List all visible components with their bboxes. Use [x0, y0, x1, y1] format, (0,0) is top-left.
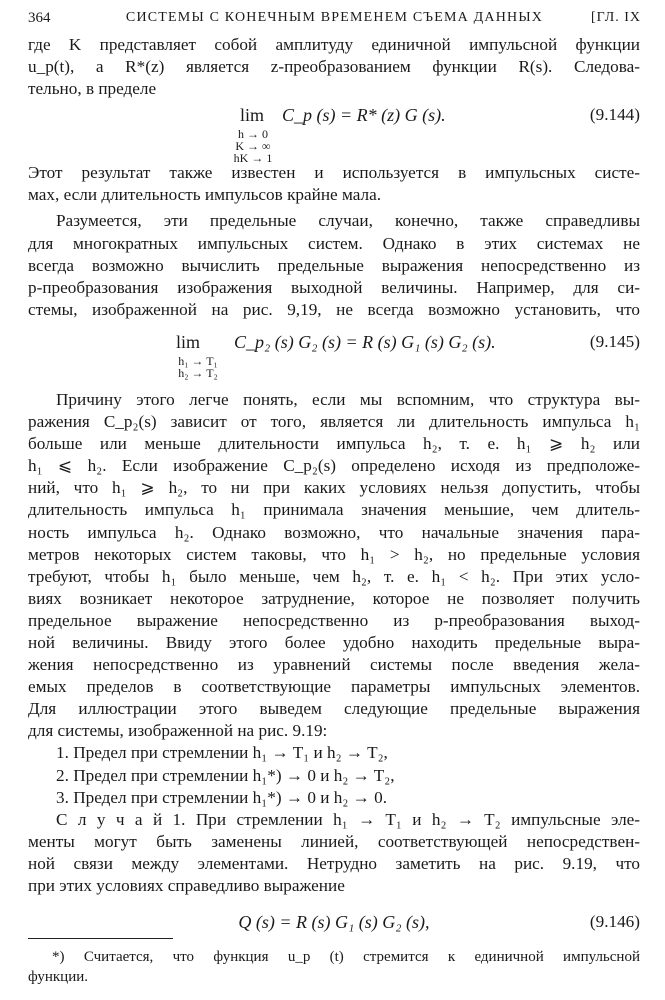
equation-expression: C_p₂ (s) G₂ (s) = R (s) G₁ (s) G₂ (s).: [234, 331, 496, 352]
text-line: емых пределов в соответствующие параметры импульсных элементов.: [28, 677, 640, 697]
text-line: Этот результат также известен и используется в импульсных систе-: [28, 163, 640, 183]
text-line: тельно, в пределе: [28, 79, 157, 99]
text-line: p-преобразования изображения выходной величины. Например, для си-: [28, 277, 640, 297]
text-line: длительность импульса h₁ принимала значения меньшие, чем длитель-: [28, 500, 640, 520]
footnote-rule: [28, 938, 173, 939]
equation-number: (9.144): [589, 105, 640, 125]
text-line: жения непосредственно из уравнений системы после введения жела-: [28, 655, 640, 675]
text-line: ность импульса h₂. Однако возможно, что начальные значения пара-: [28, 522, 640, 542]
footnote: [28, 947, 640, 987]
paragraph-1: [28, 34, 640, 100]
equation-expression: C_p (s) = R* (z) G (s).: [282, 105, 446, 126]
main-text: [28, 34, 640, 941]
text-line: предельное выражение непосредственно из p-преобразования выход-: [28, 610, 640, 630]
text-line: при этих условиях справедливо выражение: [28, 876, 345, 895]
equation-number: (9.145): [589, 331, 640, 351]
lim-operator: lim: [240, 105, 265, 126]
text-line: ражения C_p₂(s) зависит от того, является ли длительность импульса h₁: [28, 412, 640, 432]
footnote-line: функции.: [28, 969, 88, 985]
limit-cases-list: [28, 742, 640, 808]
running-header: [28, 10, 641, 32]
lim-condition: h₁ → T₁: [178, 353, 218, 368]
equation-9-146: [28, 897, 640, 941]
list-item: 2. Предел при стремлении h₁*) → 0 и h₂ → T₂,: [56, 765, 395, 785]
page-number: 364: [28, 10, 51, 26]
equation-9-144: [28, 100, 640, 166]
text-line: ной связи между элементами. Нетрудно заметить на рис. 9.19, что: [28, 853, 640, 873]
text-line: u_p(t), а R*(z) является z-преобразованием функции R(s). Следова-: [28, 57, 640, 77]
text-line: больше или меньше длительности импульса h₂, т. е. h₁ ⩾ h₂ или: [28, 434, 640, 454]
footnote-line: *) Считается, что функция u_p (t) стремится к единичной импульсной: [52, 949, 640, 965]
lim-condition: hK → 1: [233, 151, 273, 166]
text-line: для системы, изображенной на рис. 9.19:: [28, 721, 328, 741]
text-line: всегда возможно вычислить предельные выражения непосредственно из: [28, 255, 640, 275]
list-item: 1. Предел при стремлении h₁ → T₁ и h₂ → T₂,: [56, 743, 388, 763]
chapter-label: [ГЛ. IX: [591, 10, 641, 25]
lim-condition: K → ∞: [235, 139, 271, 154]
text-line: ний, что h₁ ⩾ h₂, то ни при каких условиях нельзя допустить, чтобы: [28, 478, 640, 498]
text-line: менты могут быть заменены линией, соответствующей непосредствен-: [28, 831, 640, 851]
text-line: Разумеется, эти предельные случаи, конечно, также справедливы: [56, 211, 640, 231]
text-line: требуют, чтобы h₁ было меньше, чем h₂, т. е. h₁ < h₂. При этих усло-: [28, 566, 640, 586]
equation-number: (9.146): [589, 912, 640, 932]
equation-9-145: [28, 321, 640, 379]
text-line: где K представляет собой амплитуду единичной импульсной функции: [28, 35, 640, 54]
paragraph-3: [28, 210, 640, 320]
text-line: стемы, изображенной на рис. 9,19, не всегда возможно установить, что: [28, 299, 640, 319]
text-line: метров некоторых систем таковы, что h₁ > h₂, но предельные условия: [28, 544, 640, 564]
paragraph-2: [28, 162, 640, 206]
text-line: мах, если длительность импульсов крайне мала.: [28, 185, 381, 205]
lim-condition: h₂ → T₂: [178, 365, 218, 380]
paragraph-5: [28, 809, 640, 897]
text-line: виях возникает некоторое затруднение, которое не позволяет получить: [28, 588, 640, 608]
paragraph-4: [28, 389, 640, 743]
lim-operator: lim: [176, 331, 201, 352]
list-item: 3. Предел при стремлении h₁*) → 0 и h₂ → 0.: [56, 787, 388, 807]
text-line: для многократных импульсных систем. Однако в этих системах не: [28, 233, 640, 253]
text-line: Причину этого легче понять, если мы вспомним, что структура вы-: [56, 389, 640, 409]
equation-expression: Q (s) = R (s) G₁ (s) G₂ (s),: [238, 912, 430, 933]
text-line: С л у ч а й 1. При стремлении h₁ → T₁ и h₂ → T₂ импульсные эле-: [56, 809, 640, 829]
text-line: Для иллюстрации этого выведем следующие предельные выражения: [28, 699, 640, 719]
text-line: ной величины. Ввиду этого более удобно находить предельные выра-: [28, 632, 640, 652]
running-title: СИСТЕМЫ С КОНЕЧНЫМ ВРЕМЕНЕМ СЪЕМА ДАННЫХ: [125, 10, 544, 25]
lim-condition: h → 0: [238, 127, 268, 142]
text-line: h₁ ⩽ h₂. Если изображение C_p₂(s) определено исходя из предположе-: [28, 456, 640, 476]
